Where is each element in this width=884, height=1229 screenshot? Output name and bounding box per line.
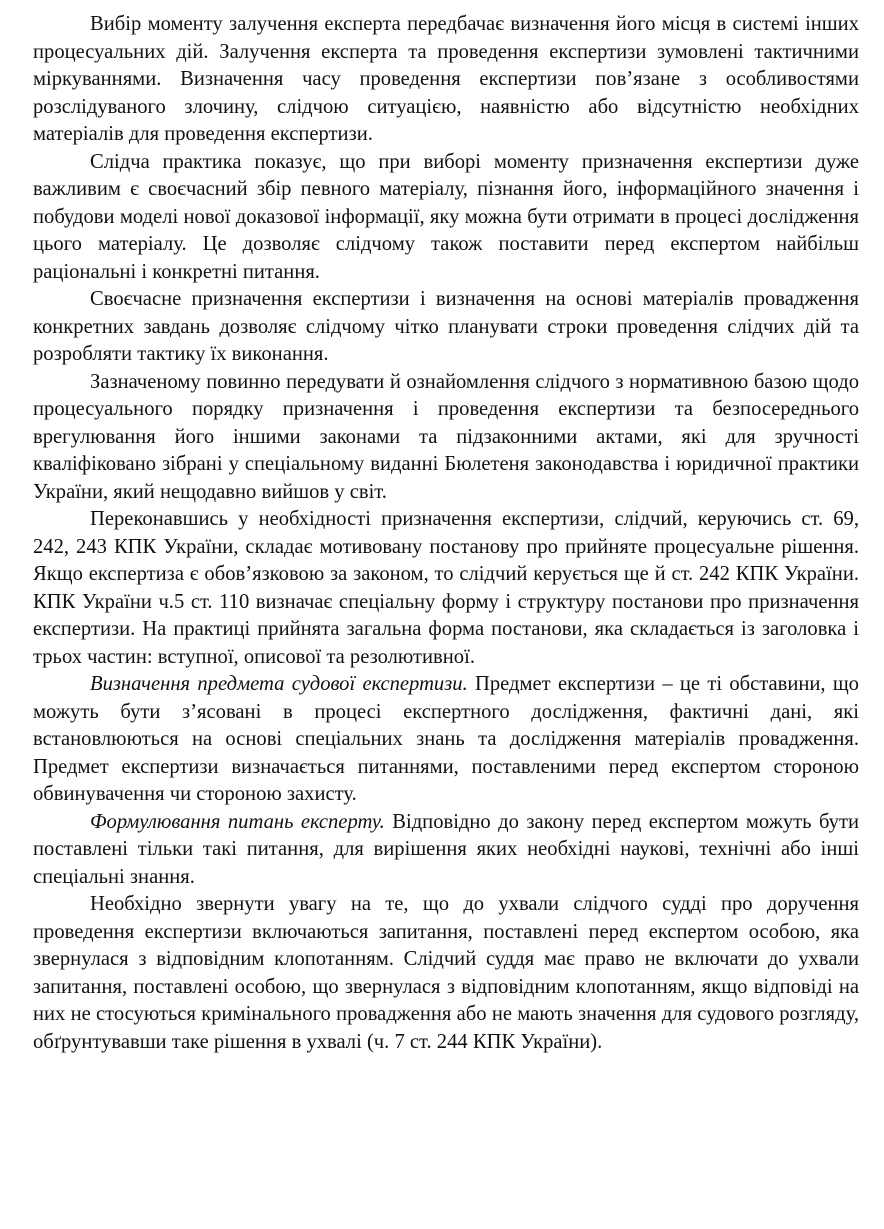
italic-lead-heading: Формулювання питань експерту.: [90, 810, 385, 833]
paragraph-text: Переконавшись у необхідності призначення експертизи, слідчий, керуючись ст. 69, 242, 243 КПК України, складає мотивовану постанову про прийняте процесуальне рішення. Якщо експертиза є обов’язковою за законом, то слідчий керується ще й ст. 242 КПК України. КПК України ч.5 ст. 110 визначає спеціальну форму і структуру постанови про призначення експертизи. На практиці прийнята загальна форма постанови, яка складається із заголовка і трьох частин: вступної, описової та резолютивної.: [33, 508, 859, 668]
paragraph-4: [33, 369, 859, 507]
paragraph-6: [33, 671, 859, 809]
paragraph-text: Предмет експертизи – це ті обставини, що можуть бути з’ясовані в процесі експертного дослідження, фактичні дані, які встановлюються на основі спеціальних знань та дослідження матеріалів провадження. Предмет експертизи визначається питаннями, поставленими перед експертом стороною обвинувачення чи стороною захисту.: [33, 673, 859, 805]
paragraph-7: [33, 809, 859, 892]
paragraph-text: Необхідно звернути увагу на те, що до ухвали слідчого судді про доручення проведення експертизи включаються запитання, поставлені перед експертом особою, яка звернулася з відповідним клопотанням. Слідчий суддя має право не включати до ухвали запитання, поставлені особою, що звернулася з відповідним клопотанням, якщо відповіді на них не стосуються кримінального провадження або не мають значення для судового розгляду, обґрунтувавши таке рішення в ухвалі (ч. 7 ст. 244 КПК України).: [33, 893, 859, 1053]
document-page: [33, 11, 859, 1056]
paragraph-text: Зазначеному повинно передувати й ознайомлення слідчого з нормативною базою щодо процесуального порядку призначення і проведення експертизи та безпосереднього врегулювання його іншими законами та підзаконними актами, які для зручності кваліфіковано зібрані у спеціальному виданні Бюлетеня законодавства і юридичної практики України, який нещодавно вийшов у світ.: [33, 370, 859, 503]
italic-lead-heading: Визначення предмета судової експертизи.: [90, 673, 468, 695]
paragraph-text: Слідча практика показує, що при виборі моменту призначення експертизи дуже важливим є своєчасний збір певного матеріалу, пізнання його, інформаційного значення і побудови моделі нової доказової інформації, яку можна бути отримати в процесі дослідження цього матеріалу. Це дозволяє слідчому також поставити перед експертом найбільш раціональні і конкретні питання.: [33, 150, 859, 283]
paragraph-3: [33, 286, 859, 369]
paragraph-text: Вибір моменту залучення експерта передбачає визначення його місця в системі інших процесуальних дій. Залучення експерта та проведення експертизи зумовлені тактичними міркуваннями. Визначення часу проведення експертизи пов’язане з особливостями розслідуваного злочину, слідчою ситуацією, наявністю або відсутністю необхідних матеріалів для проведення експертизи.: [33, 13, 859, 145]
paragraph-2: [33, 149, 859, 287]
paragraph-5: [33, 506, 859, 671]
paragraph-1: [33, 11, 859, 149]
paragraph-text: Своєчасне призначення експертизи і визначення на основі матеріалів провадження конкретних завдань дозволяє слідчому чітко планувати строки проведення слідчих дій та розробляти тактику їх виконання.: [33, 288, 859, 365]
paragraph-text: Відповідно до закону перед експертом можуть бути поставлені тільки такі питання, для вирішення яких необхідні наукові, технічні або інші спеціальні знання.: [33, 810, 859, 888]
paragraph-8: [33, 891, 859, 1056]
